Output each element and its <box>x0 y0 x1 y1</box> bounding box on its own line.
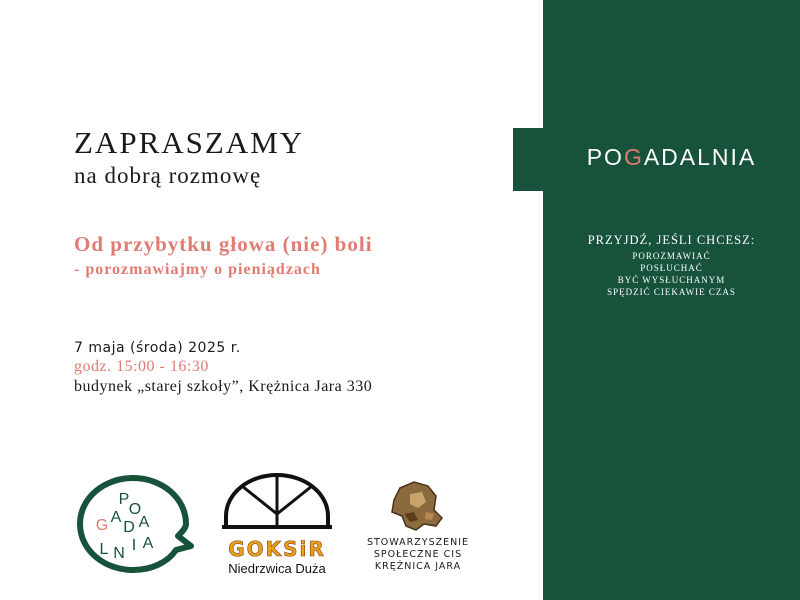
pogadalnia-letter: G <box>95 517 109 534</box>
pogadalnia-letter: P <box>118 491 130 508</box>
pogadalnia-letter: I <box>131 537 137 554</box>
topic-subtitle: - porozmawiajmy o pieniądzach <box>74 261 321 278</box>
pogadalnia-letter: A <box>110 509 122 526</box>
stowarzyszenie-line: SPOŁECZNE CIS <box>373 549 463 560</box>
invite-item: POROZMAWIAĆ <box>632 251 711 261</box>
invite-item: BYĆ WYSŁUCHANYM <box>617 275 726 285</box>
arched-window-icon <box>216 470 338 578</box>
subline: na dobrą rozmowę <box>74 163 262 188</box>
pogadalnia-letter: A <box>138 514 150 531</box>
brand-wordmark <box>543 144 800 171</box>
sculpture-icon <box>362 478 474 536</box>
speech-bubble-icon <box>72 472 194 576</box>
headline: ZAPRASZAMY <box>74 125 305 160</box>
brand-wordmark-end: ADALNIA <box>643 144 757 170</box>
topic-title: Od przybytku głowa (nie) boli <box>74 232 373 256</box>
green-panel <box>543 0 800 600</box>
invite-list <box>543 250 800 298</box>
pogadalnia-logo <box>72 472 194 576</box>
invite-item: POSŁUCHAĆ <box>640 263 703 273</box>
stowarzyszenie-name <box>362 537 474 573</box>
brand-wordmark-accent: G <box>623 144 644 170</box>
invite-block <box>543 233 800 298</box>
goksir-place: Niedrzwica Duża <box>228 561 326 576</box>
stowarzyszenie-line: STOWARZYSZENIE <box>366 537 470 548</box>
invite-heading: PRZYJDŹ, JEŚLI CHCESZ: <box>587 233 756 247</box>
pogadalnia-letter: N <box>113 545 125 562</box>
goksir-name: GOKSiR <box>228 537 326 561</box>
invite-item: SPĘDZIĆ CIEKAWIE CZAS <box>607 287 736 297</box>
pogadalnia-letter: O <box>128 501 142 518</box>
event-place: budynek „starej szkoły”, Krężnica Jara 330 <box>74 378 373 395</box>
event-date: 7 maja (środa) 2025 r. <box>74 340 241 356</box>
goksir-logo <box>216 470 338 578</box>
stowarzyszenie-logo <box>362 478 474 574</box>
stowarzyszenie-line: KRĘŻNICA JARA <box>374 561 462 572</box>
pogadalnia-letter: L <box>99 541 109 558</box>
pogadalnia-letter: D <box>123 519 135 536</box>
brand-wordmark-start: PO <box>586 144 624 170</box>
pogadalnia-letter: A <box>142 535 154 552</box>
event-time: godz. 15:00 - 16:30 <box>74 358 209 375</box>
